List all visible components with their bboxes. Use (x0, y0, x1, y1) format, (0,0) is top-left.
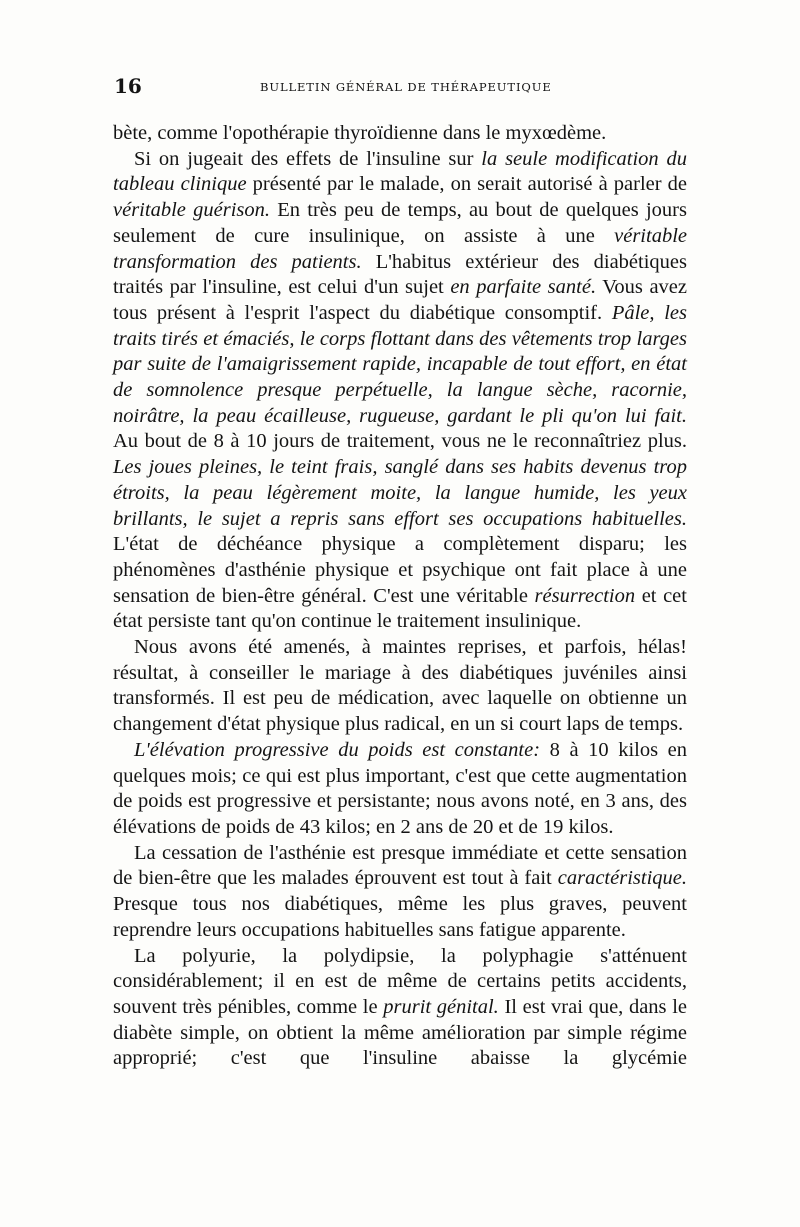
running-title: BULLETIN GÉNÉRAL DE THÉRAPEUTIQUE (260, 80, 552, 94)
page-header (114, 74, 686, 104)
text-run: présenté par le malade, on serait autorisé à parler de (246, 173, 687, 196)
italic-run: caractéristique. (557, 867, 687, 890)
text-run: En très peu de temps, au bout de quelques jours seulement de cure insulinique, on assiste à une (113, 199, 687, 247)
text-run: 8 à 10 kilos en quelques mois; ce qui est plus important, c'est que cette augmentation de poids est progressive et persistante; nous avons noté, en 3 ans, des élévations de poids de 43 kilos; en 2 ans de 20 et de 19 kilos. (113, 738, 687, 838)
italic-run: en parfaite santé. (450, 276, 597, 299)
text-run: Il est vrai que, dans le diabète simple, on obtient la même amélioration par simple régime approprié; c'est que l'insuline abaisse la glycémie (113, 995, 687, 1070)
text-run: Au bout de 8 à 10 jours de traitement, vous ne le reconnaîtriez plus. (113, 430, 687, 453)
text-run: La cessation de l'asthénie est presque immédiate et cette sensation de bien-être que les malades éprouvent est tout à fait (113, 841, 687, 890)
body-text (113, 121, 687, 1072)
italic-run: résurrection (534, 584, 636, 607)
paragraph-weight-gain (113, 738, 687, 841)
paragraph-continuation (113, 121, 687, 147)
text-run: Si on jugeait des effets de l'insuline sur (134, 147, 482, 170)
paragraph-insulin-effects (113, 147, 687, 635)
text-run: Presque tous nos diabétiques, même les plus graves, peuvent reprendre leurs occupations habituelles sans fatigue apparente. (113, 893, 687, 941)
paragraph-marriage: Nous avons été amenés, à maintes reprises, et parfois, hélas! résultat, à conseiller le mariage à des diabétiques juvéniles ainsi transformés. Il est peu de médication, avec laquelle on obtienne un changement d'état physique plus radical, en un si court laps de temps. (113, 636, 687, 736)
text-run: L'habitus extérieur des diabétiques traités par l'insuline, est celui d'un sujet (113, 250, 687, 299)
text-run: La polyurie, la polydipsie, la polyphagie s'atténuent considérablement; il en est de même de certains petits accidents, souvent très pénibles, comme le (113, 944, 687, 1018)
italic-run: véritable transformation des patients. (113, 224, 687, 273)
text-run: bète, comme l'opothérapie thyroïdienne dans le myxœdème. (113, 122, 607, 144)
page-number: 16 (114, 74, 142, 98)
italic-run: L'élévation progressive du poids est constante: (134, 738, 541, 761)
italic-run: Les joues pleines, le teint frais, sanglé dans ses habits devenus trop étroits, la peau légèrement moite, la langue humide, les yeux brillants, le sujet a repris sans effort ses occupations habituelles. (113, 456, 687, 530)
italic-run: prurit génital. (383, 995, 499, 1018)
paragraph-asthenia (113, 841, 687, 944)
italic-run: Pâle, les traits tirés et émaciés, le corps flottant dans des vêtements trop larges par suite de l'amaigrissement rapide, incapable de tout effort, en état de somnolence presque perpétuelle, la langue sèche, racornie, noirâtre, la peau écailleuse, rugueuse, gardant le pli qu'on lui fait. (113, 301, 688, 427)
italic-run: la seule modification du tableau clinique (113, 147, 687, 196)
text-run: et cet état persiste tant qu'on continue le traitement insulinique. (113, 584, 687, 633)
italic-run: véritable guérison. (113, 199, 270, 222)
paragraph-polyuria (113, 944, 687, 1073)
text-run: Vous avez tous présent à l'esprit l'aspect du diabétique consomptif. (113, 276, 687, 324)
text-run: L'état de déchéance physique a complètement disparu; les phénomènes d'asthénie physique et psychique ont fait place à une sensation de bien-être général. C'est une véritable (113, 533, 687, 607)
